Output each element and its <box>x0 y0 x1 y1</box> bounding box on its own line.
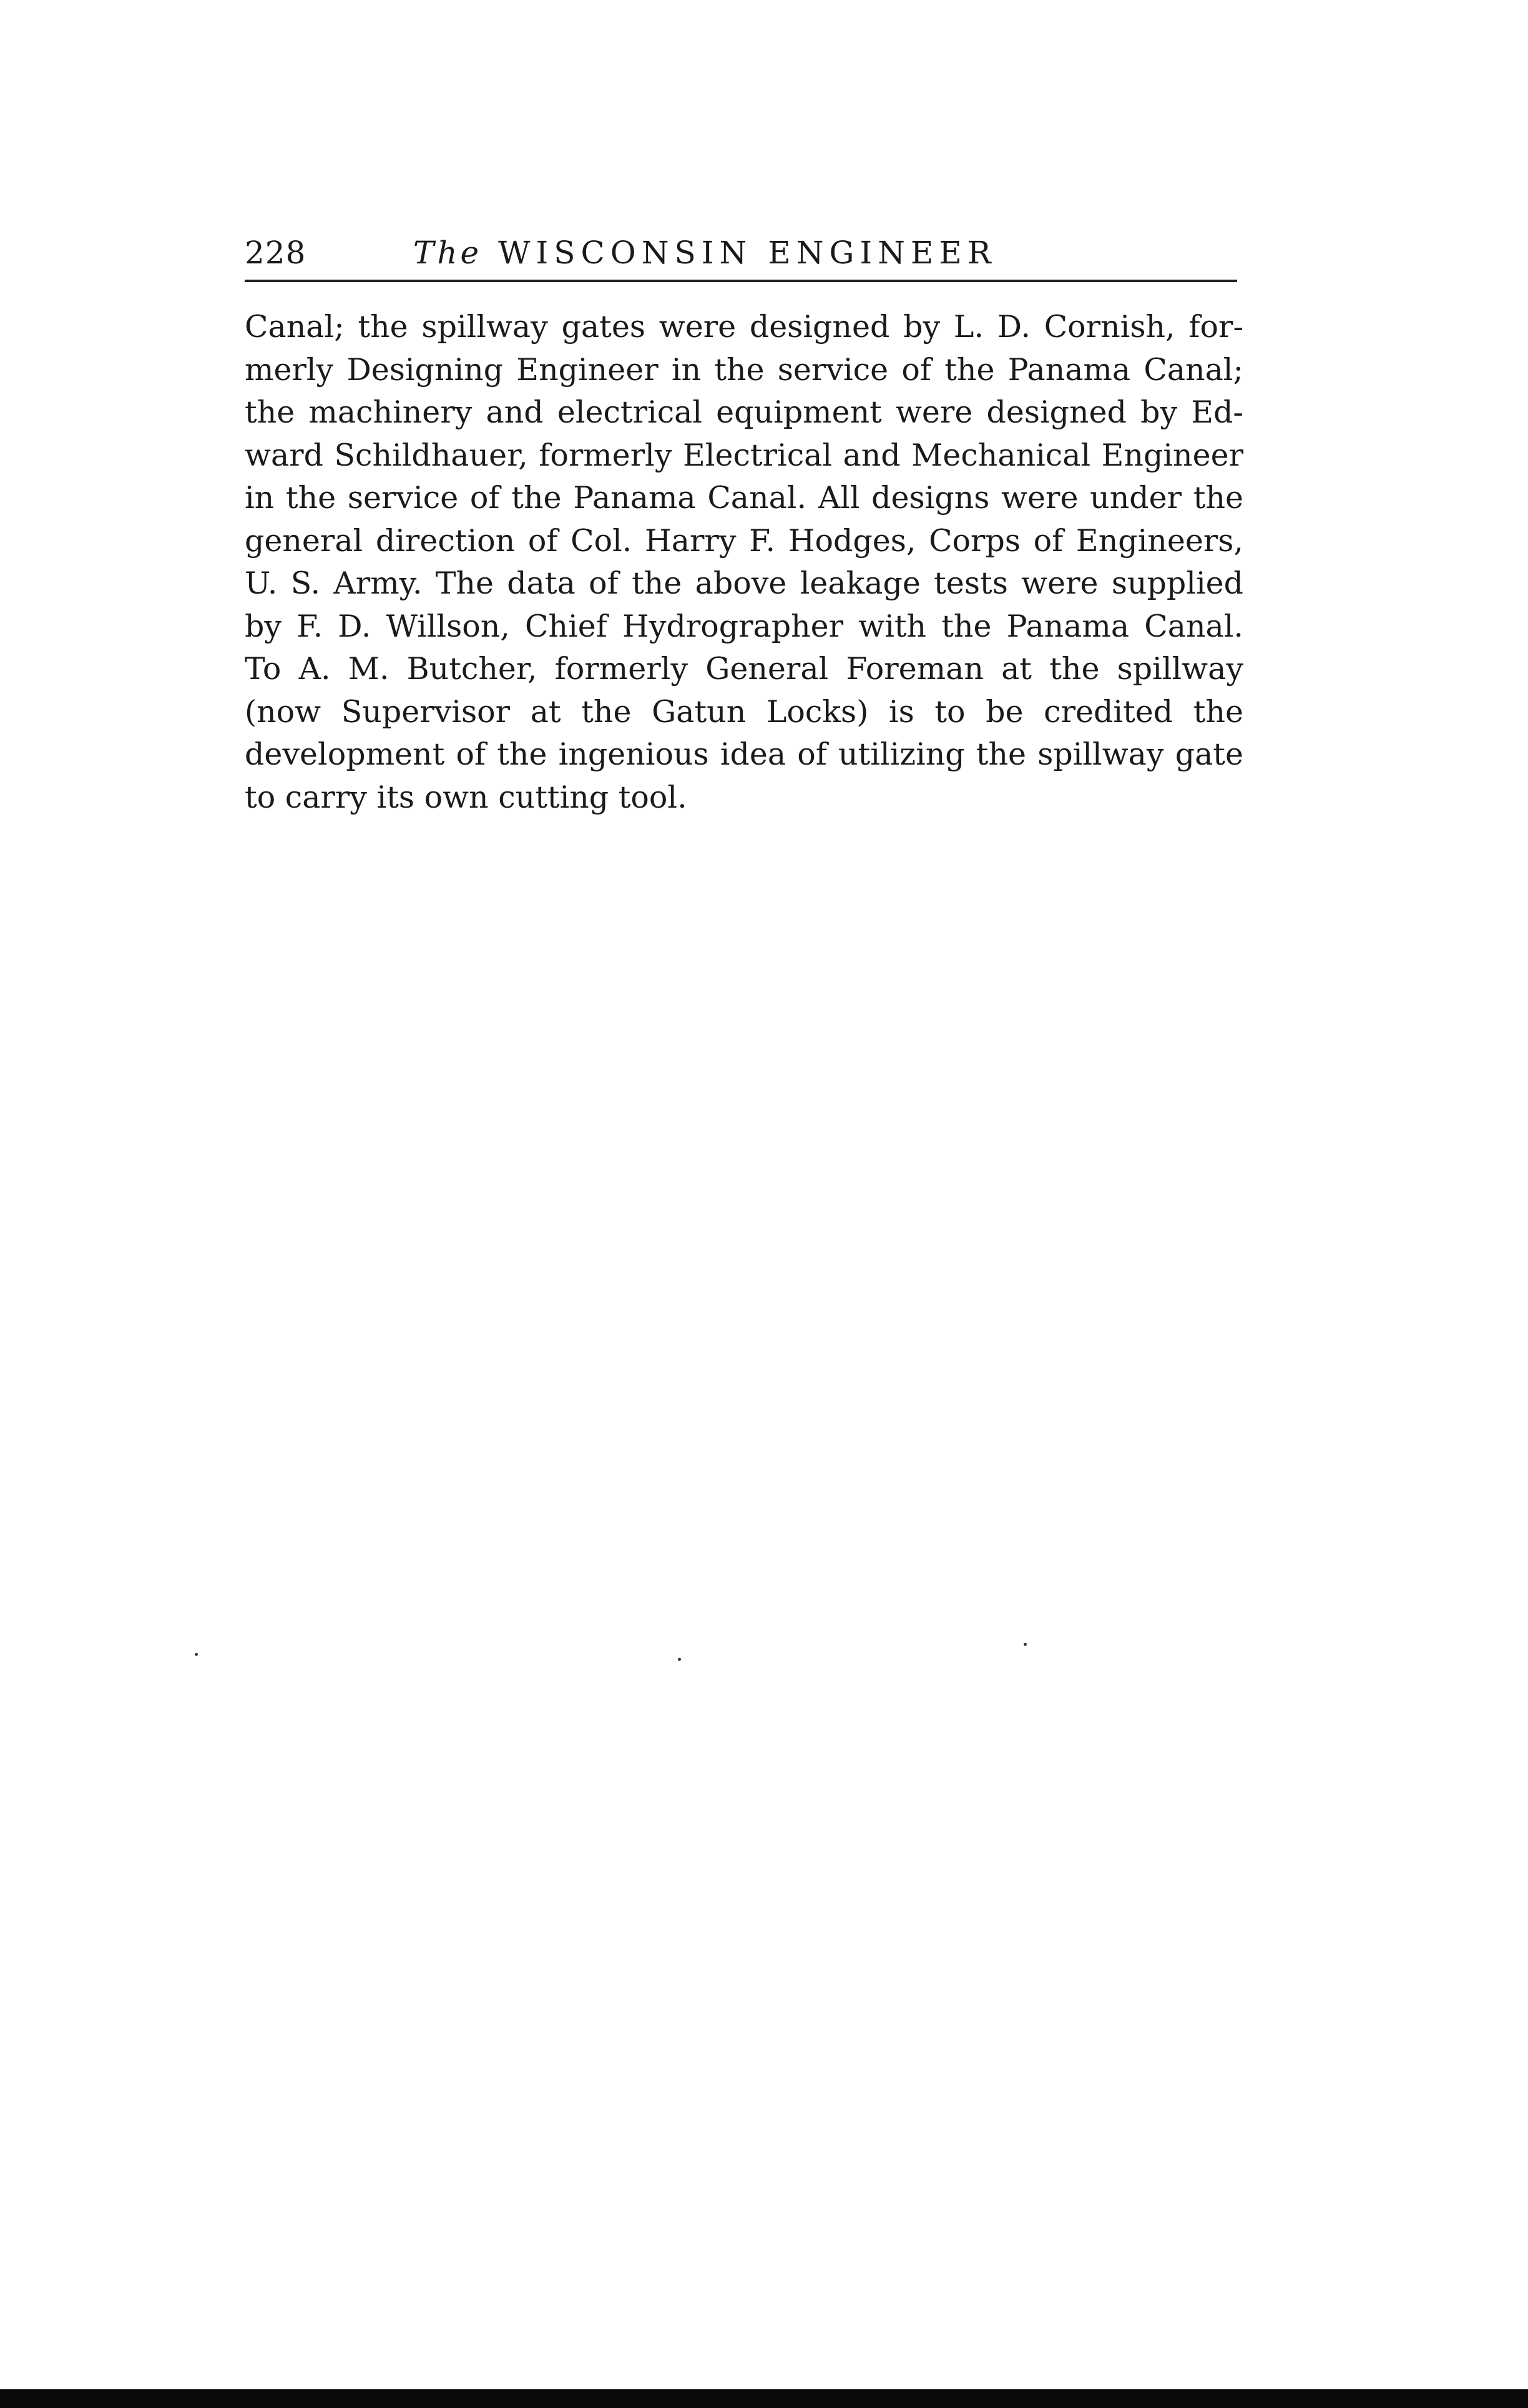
text-line: (now Supervisor at the Gatun Locks) is to be credited the <box>245 693 1243 730</box>
text-line: merly Designing Engineer in the service of the Panama Canal; <box>245 351 1243 388</box>
scan-speck <box>1024 1643 1027 1646</box>
scan-speck <box>678 1658 681 1661</box>
text-line: Canal; the spillway gates were designed by L. D. Cornish, for- <box>245 309 1243 345</box>
text-line: development of the ingenious idea of utilizing the spillway gate <box>245 737 1243 772</box>
scan-speck <box>195 1653 198 1656</box>
text-line: by F. D. Willson, Chief Hydrographer with the Panama Canal. <box>245 608 1243 644</box>
text-line: the machinery and electrical equipment were designed by Ed- <box>245 394 1243 430</box>
text-line: general direction of Col. Harry F. Hodges, Corps of Engineers, <box>245 522 1243 559</box>
text-line: To A. M. Butcher, formerly General Foreman at the spillway <box>245 651 1243 687</box>
journal-title <box>413 235 997 271</box>
running-header <box>245 226 1237 282</box>
scan-edge-bar <box>0 2389 1528 2408</box>
text-line: ward Schildhauer, formerly Electrical and Mechanical Engineer <box>245 437 1243 473</box>
body-paragraph <box>245 306 1243 819</box>
journal-title-article: The <box>413 235 482 271</box>
text-line-last: to carry its own cutting tool. <box>245 779 687 815</box>
page-number: 228 <box>245 235 306 271</box>
text-line: U. S. Army. The data of the above leakage tests were supplied <box>245 565 1243 601</box>
text-line: in the service of the Panama Canal. All designs were under the <box>245 480 1243 516</box>
journal-title-name: WISCONSIN ENGINEER <box>498 235 997 271</box>
